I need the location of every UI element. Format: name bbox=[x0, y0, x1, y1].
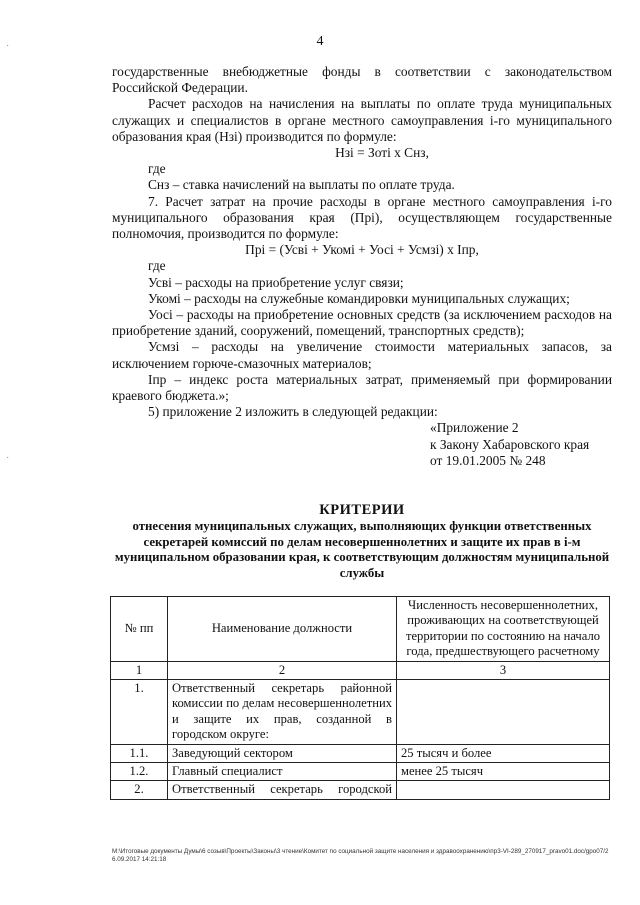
table-cell: 25 тысяч и более bbox=[397, 744, 610, 762]
table-numbering-row bbox=[111, 661, 610, 679]
number-cell: 1 bbox=[111, 661, 168, 679]
criteria-table bbox=[110, 596, 610, 800]
annex-line: от 19.01.2005 № 248 bbox=[430, 452, 546, 468]
page-number: 4 bbox=[316, 34, 324, 49]
number-cell: 3 bbox=[397, 661, 610, 679]
scan-speck: · bbox=[6, 452, 10, 463]
table-row bbox=[111, 744, 610, 762]
paragraph: 7. Расчет затрат на прочие расходы в органе местного самоуправления i-го муниципального образования края (Прi), осуществляющем государственные полномочия, производится по формуле: bbox=[112, 193, 612, 242]
paragraph: государственные внебюджетные фонды в соответствии с законодательством Российской Федерации. bbox=[112, 64, 612, 96]
table-cell: 1. bbox=[111, 680, 168, 745]
table-cell: Главный специалист bbox=[168, 763, 397, 781]
table-cell: 2. bbox=[111, 781, 168, 799]
table-cell: Заведующий сектором bbox=[168, 744, 397, 762]
header-cell: Наименование должности bbox=[168, 597, 397, 662]
formula: Нзi = Зотi х Снз, bbox=[335, 145, 429, 161]
table-cell: менее 25 тысяч bbox=[397, 763, 610, 781]
document-title: КРИТЕРИИ bbox=[319, 502, 405, 518]
document-body bbox=[112, 64, 612, 469]
table-cell: Ответственный секретарь городской bbox=[168, 781, 397, 799]
file-path-footer: М:\Итоговые документы Думы\6 созыв\Проекты\Законы\3 чтение\Комитет по социальной защите населения и здравоохранению\пр3-VI-289_270917_pravo01.doc/gpo07/26.09.2017 14:21:18 bbox=[112, 848, 609, 863]
table-cell: 1.1. bbox=[111, 744, 168, 762]
scan-speck: · bbox=[6, 40, 10, 51]
number-cell: 2 bbox=[168, 661, 397, 679]
paragraph: Уосi – расходы на приобретение основных средств (за исключением расходов на приобретение зданий, сооружений, помещений, транспортных средств); bbox=[112, 307, 612, 339]
document-subtitle: отнесения муниципальных служащих, выполняющих функции ответственных секретарей комиссий по делам несовершеннолетних и защите их прав в i-м муниципальном образовании края, к соответствующим должностям муниципальной службы bbox=[114, 519, 610, 580]
table-cell: 1.2. bbox=[111, 763, 168, 781]
table-cell bbox=[397, 680, 610, 745]
paragraph: Iпр – индекс роста материальных затрат, применяемый при формировании краевого бюджета.»; bbox=[112, 371, 612, 404]
table-header-row bbox=[111, 597, 610, 662]
paragraph: где bbox=[148, 258, 166, 274]
formula: Прi = (Усвi + Укомi + Уосi + Усмзi) х Iпр, bbox=[245, 242, 479, 258]
paragraph: Снз – ставка начислений на выплаты по оплате труда. bbox=[148, 177, 455, 193]
paragraph: где bbox=[148, 161, 166, 177]
table-row bbox=[111, 781, 610, 799]
table-row bbox=[111, 763, 610, 781]
paragraph: Расчет расходов на начисления на выплаты по оплате труда муниципальных служащих и специалистов в органе местного самоуправления i-го муниципального образования края (Нзi) производится по формуле: bbox=[112, 96, 612, 144]
paragraph: Укомi – расходы на служебные командировки муниципальных служащих; bbox=[148, 290, 570, 306]
header-cell: № пп bbox=[111, 597, 168, 662]
paragraph: 5) приложение 2 изложить в следующей редакции: bbox=[148, 404, 438, 420]
table-cell bbox=[397, 781, 610, 799]
table-row bbox=[111, 680, 610, 745]
paragraph: Усмзi – расходы на увеличение стоимости материальных запасов, за исключением горюче-смазочных материалов; bbox=[112, 339, 612, 371]
annex-line: к Закону Хабаровского края bbox=[430, 436, 590, 452]
annex-line: «Приложение 2 bbox=[430, 420, 519, 436]
table-cell: Ответственный секретарь районной комиссии по делам несовершеннолетних и защите их прав, созданной в городском округе: bbox=[168, 680, 397, 745]
header-cell: Численность несовершеннолетних, проживающих на соответствующей территории по состоянию на начало года, предшествующего расчетному bbox=[397, 597, 610, 662]
paragraph: Усвi – расходы на приобретение услуг связи; bbox=[148, 274, 404, 290]
